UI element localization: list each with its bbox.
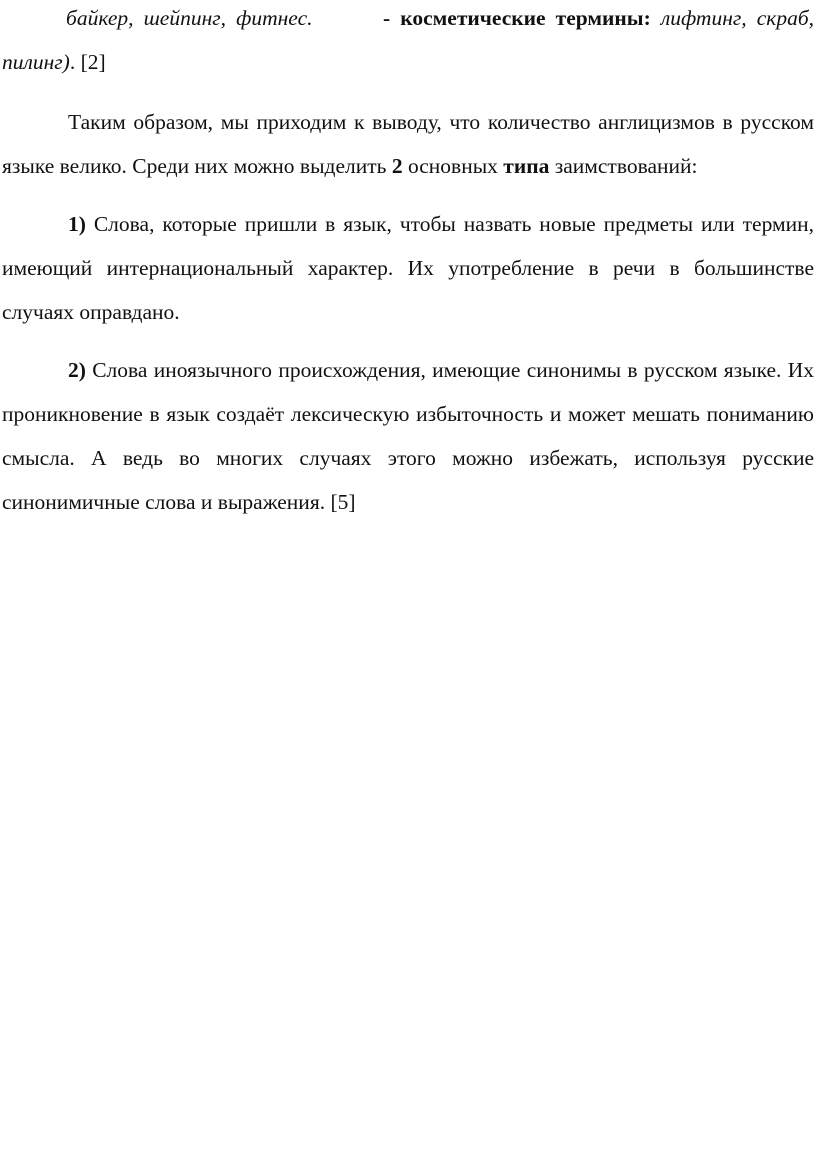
paragraph-conclusion — [2, 100, 814, 188]
list-marker-2: 2) — [68, 358, 86, 382]
cosmetic-terms-heading: - косметические термины: — [383, 6, 651, 30]
conclusion-text-mid: основных — [407, 154, 498, 178]
list-item-2-text: Слова иноязычного происхождения, имеющие синонимы в русском языке. Их проникновение в язык создаёт лексическую избыточность и может мешать пониманию смысла. А ведь во многих случаях этого можно избежать, используя русские синонимичные слова и выражения. [5] — [2, 358, 814, 514]
examples-cosmetic-terms: лифтинг, скраб, — [660, 6, 815, 30]
conclusion-text-start: Таким образом, мы приходим к выводу, что количество англицизмов в русском языке велико. Среди них можно выделить — [2, 110, 814, 178]
conclusion-type-word: типа — [503, 154, 550, 178]
paragraph-examples-continued — [2, 0, 814, 84]
list-marker-1: 1) — [68, 212, 86, 236]
list-item-1 — [2, 202, 814, 334]
list-item-1-text: Слова, которые пришли в язык, чтобы назвать новые предметы или термин, имеющий интернациональный характер. Их употребление в речи в большинстве случаях оправдано. — [2, 212, 815, 324]
examples-cosmetic-terms-end: пилинг) — [2, 50, 70, 74]
citation-2: . [2] — [69, 50, 106, 74]
examples-sport-terms: байкер, шейпинг, фитнес. — [66, 6, 313, 30]
conclusion-number: 2 — [391, 154, 403, 178]
list-item-2 — [2, 348, 814, 524]
conclusion-text-end: заимствований: — [554, 154, 698, 178]
